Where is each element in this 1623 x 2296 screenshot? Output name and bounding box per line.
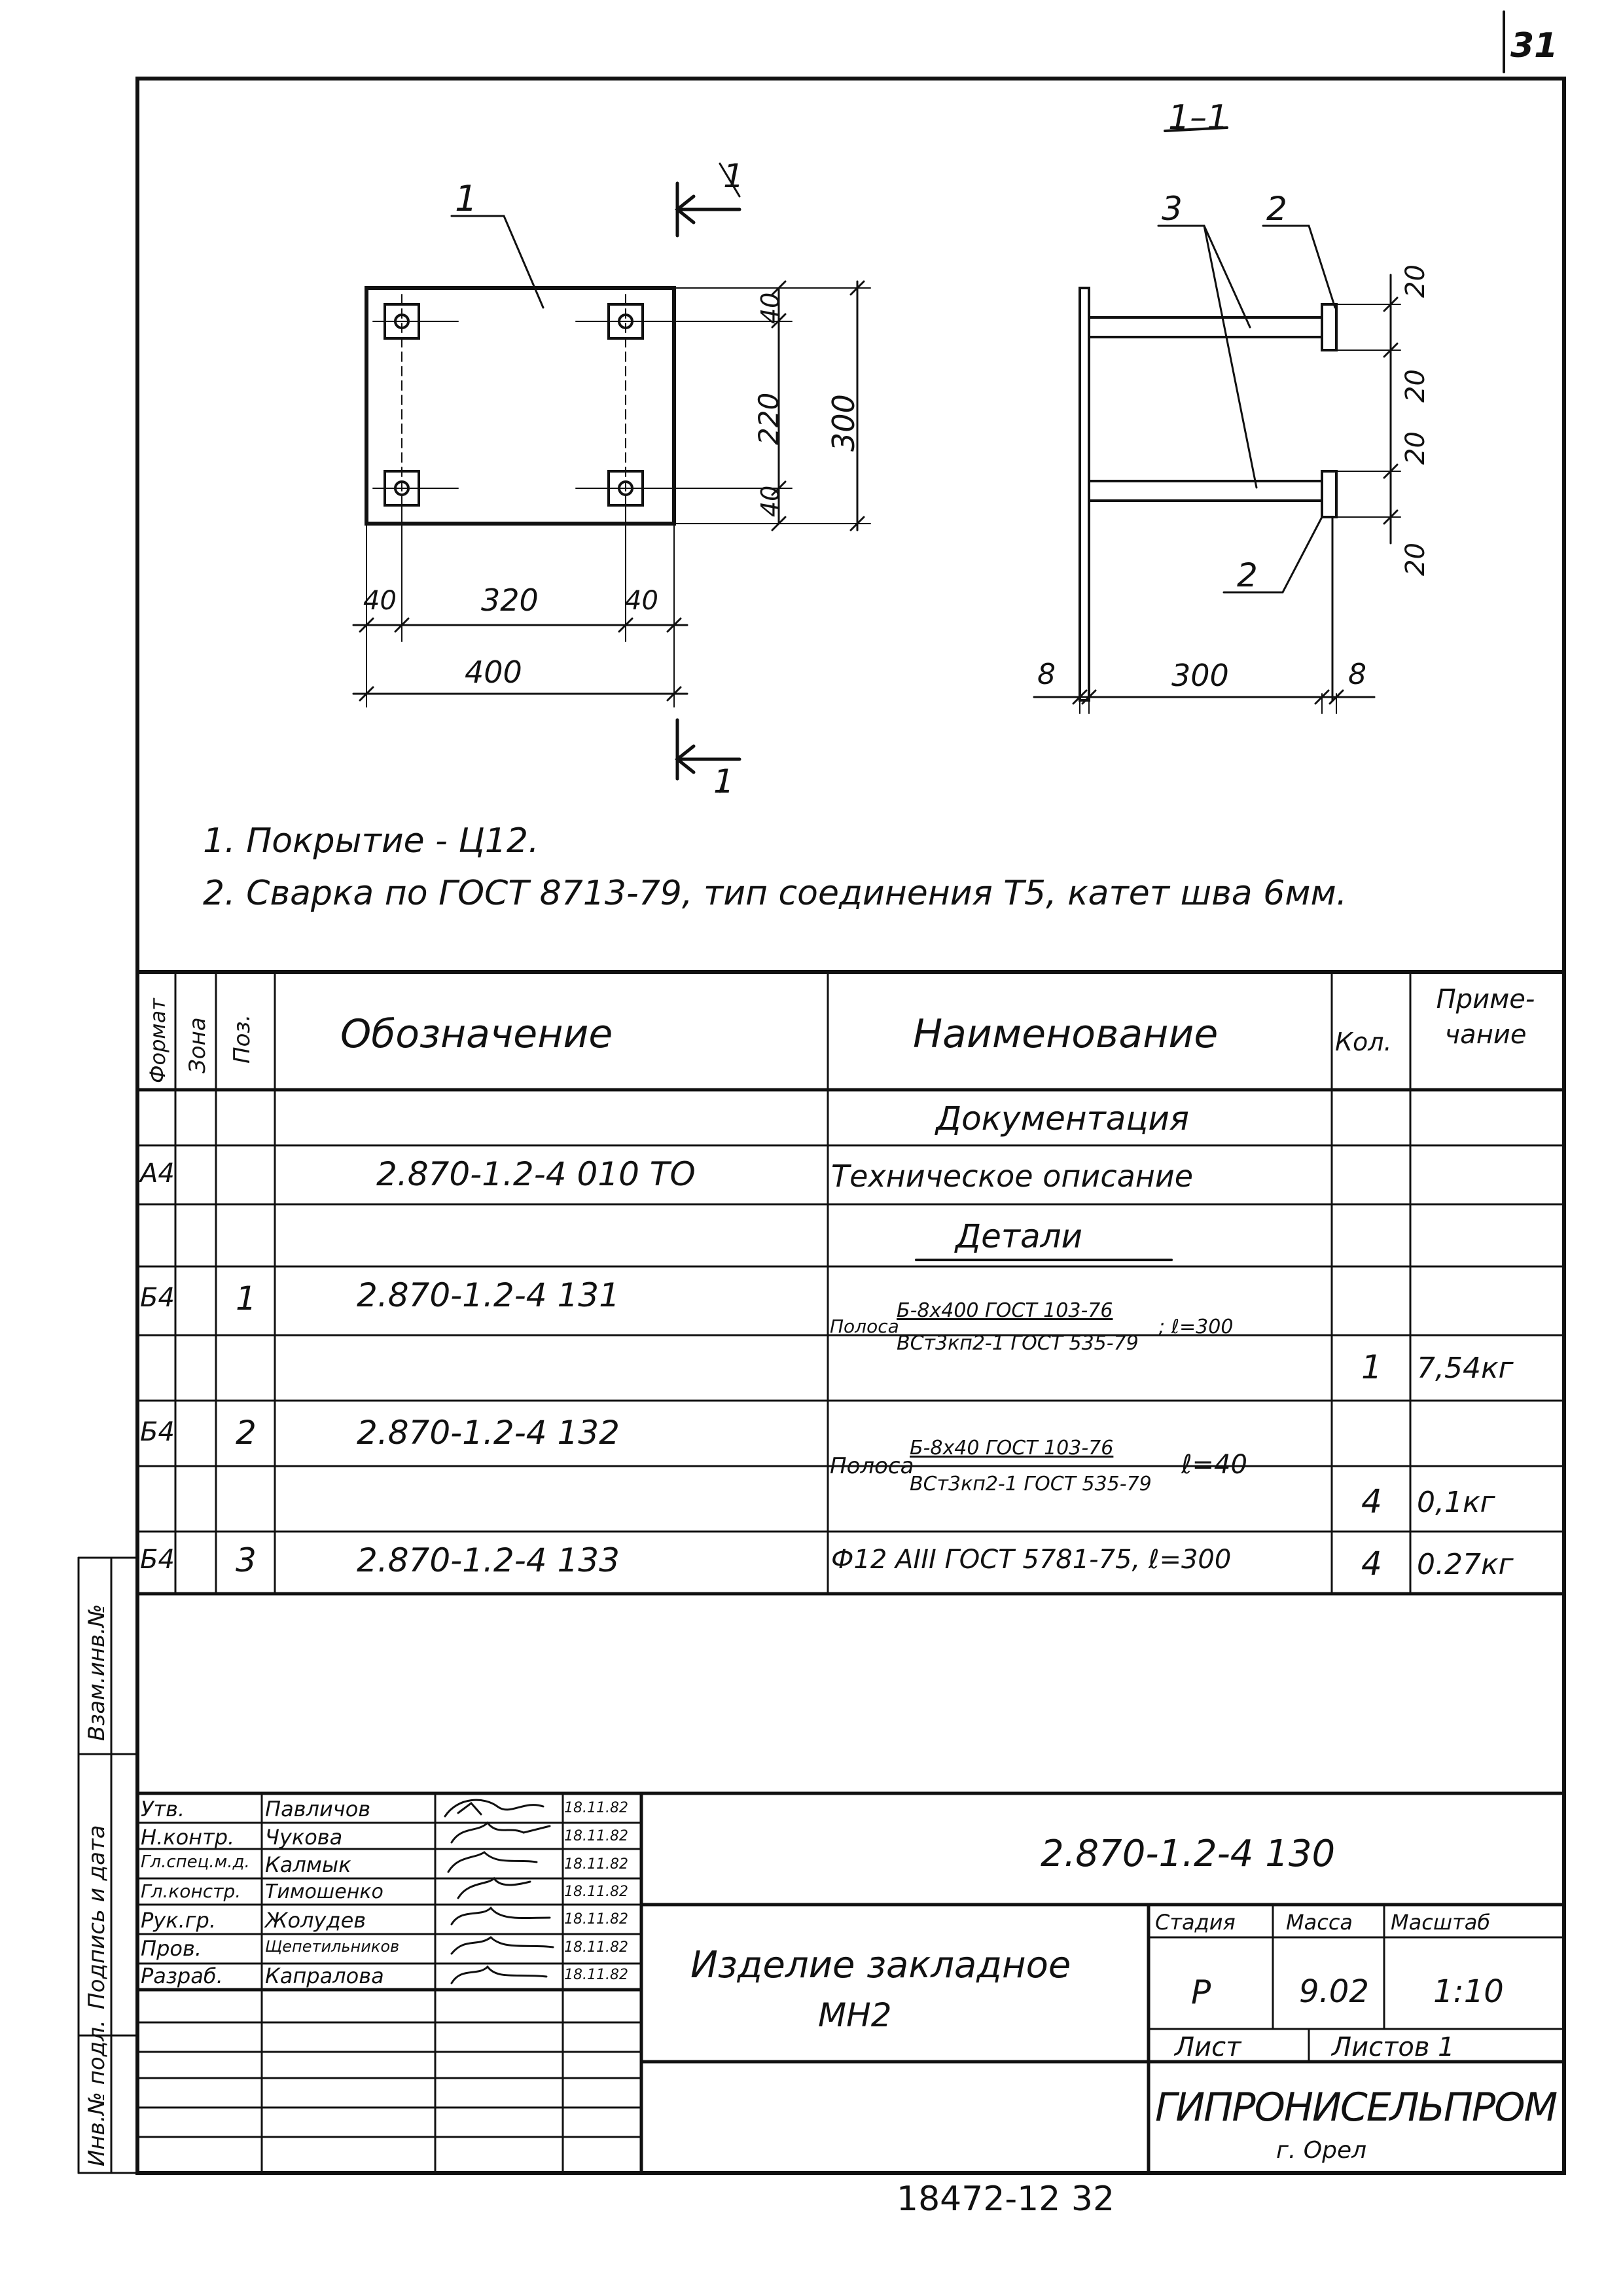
sig-role: Гл.констр.: [141, 1880, 241, 1902]
row1-format: Б4: [140, 1283, 175, 1313]
sig-name: Павличов: [265, 1797, 371, 1821]
plan-pos-label: 1: [455, 178, 478, 219]
sig-date: 18.11.82: [564, 1856, 628, 1873]
side-vzam: Взам.инв.№: [84, 1604, 110, 1741]
sig-name: Капралова: [265, 1964, 384, 1988]
header-pos: Поз.: [229, 1014, 255, 1064]
dim-40-left: 40: [363, 586, 397, 616]
row1-qty: 1: [1361, 1348, 1382, 1386]
section-docs: Документация: [936, 1100, 1189, 1138]
row2-name-suffix: ℓ=40: [1181, 1450, 1247, 1480]
row1-name-prefix: Полоса: [830, 1316, 899, 1337]
row3-name: Ф12 АIII ГОСТ 5781-75, ℓ=300: [831, 1545, 1232, 1575]
row2-format: Б4: [140, 1417, 175, 1447]
title-line-2: МН2: [818, 1996, 892, 2034]
header-format: Формат: [145, 998, 170, 1083]
dim-40-right: 40: [625, 586, 658, 616]
doc-row-name: Техническое описание: [831, 1158, 1194, 1194]
dim-300-section: 300: [1171, 658, 1229, 693]
header-designation: Обозначение: [340, 1011, 613, 1057]
row3-note: 0.27кг: [1417, 1548, 1514, 1581]
row2-name-top: Б-8х40 ГОСТ 103-76: [910, 1437, 1114, 1460]
org-city: г. Орел: [1276, 2137, 1367, 2164]
sig-role: Разраб.: [141, 1964, 223, 1988]
doc-row-designation: 2.870-1.2-4 010 ТО: [376, 1155, 696, 1193]
dim-220: 220: [753, 392, 785, 445]
header-qty: Кол.: [1335, 1028, 1392, 1056]
row2-qty: 4: [1361, 1482, 1382, 1520]
scale-value: 1:10: [1433, 1973, 1504, 2010]
dim-40-bottom: 40: [756, 485, 785, 517]
row3-qty: 4: [1361, 1545, 1382, 1583]
sig-date: 18.11.82: [564, 1911, 628, 1928]
page-number: 31: [1510, 26, 1558, 65]
row2-designation: 2.870-1.2-4 132: [357, 1414, 620, 1452]
row1-pos: 1: [236, 1280, 257, 1318]
row1-note: 7,54кг: [1417, 1352, 1514, 1385]
dim-20-d: 20: [1400, 543, 1431, 576]
row2-name-prefix: Полоса: [830, 1453, 914, 1479]
row1-designation: 2.870-1.2-4 131: [357, 1276, 620, 1314]
section-pos-2-top: 2: [1266, 190, 1287, 228]
sig-date: 18.11.82: [564, 1884, 628, 1900]
sig-name: Калмык: [265, 1852, 351, 1877]
dim-400: 400: [465, 655, 522, 690]
title-line-1: Изделие закладное: [690, 1944, 1071, 1986]
sig-role: Рук.гр.: [141, 1908, 217, 1933]
section-pos-2-bottom: 2: [1237, 556, 1258, 594]
sig-name: Жолудев: [265, 1908, 366, 1933]
mass-label: Масса: [1286, 1910, 1353, 1935]
cut-label-top: 1: [723, 157, 744, 195]
dim-20-b: 20: [1400, 369, 1431, 403]
cut-label-bottom: 1: [713, 762, 734, 800]
section-label: 1–1: [1168, 98, 1229, 137]
header-zone: Зона: [185, 1017, 211, 1073]
dim-8-left: 8: [1037, 658, 1056, 691]
row2-note: 0,1кг: [1417, 1486, 1495, 1519]
side-podp: Подпись и дата: [84, 1825, 110, 2009]
note-2: 2. Сварка по ГОСТ 8713-79, тип соединения Т5, катет шва 6мм.: [203, 874, 1347, 913]
sig-date: 18.11.82: [564, 1967, 628, 1983]
section-pos-3: 3: [1162, 190, 1183, 228]
row3-format: Б4: [140, 1545, 175, 1575]
row1-name-suffix: ; ℓ=300: [1158, 1316, 1234, 1338]
side-inv: Инв.№ подл.: [84, 2020, 110, 2166]
org-name: ГИПРОНИСЕЛЬПРОМ: [1155, 2085, 1557, 2130]
sig-name: Тимошенко: [265, 1880, 383, 1903]
header-note: Приме-чание: [1436, 984, 1535, 1050]
sig-date: 18.11.82: [564, 1800, 628, 1816]
sig-date: 18.11.82: [564, 1828, 628, 1844]
sheet-label: Лист: [1175, 2032, 1241, 2062]
row2-pos: 2: [236, 1414, 257, 1452]
sig-role: Утв.: [141, 1797, 185, 1821]
footer-number: 18472-12 32: [897, 2179, 1115, 2219]
dim-320: 320: [481, 583, 539, 618]
dim-20-a: 20: [1400, 264, 1431, 298]
row2-name-bottom: ВСт3кп2-1 ГОСТ 535-79: [910, 1473, 1152, 1496]
sig-role: Гл.спец.м.д.: [141, 1852, 250, 1872]
sheets-label: Листов 1: [1332, 2032, 1455, 2062]
header-name: Наименование: [913, 1011, 1219, 1057]
sig-name: Чукова: [265, 1825, 343, 1850]
dim-40-top: 40: [756, 292, 785, 324]
section-details: Детали: [955, 1217, 1083, 1255]
sig-role: Н.контр.: [141, 1825, 235, 1850]
stage-value: Р: [1191, 1973, 1211, 2011]
sig-role: Пров.: [141, 1936, 202, 1961]
row1-name-top: Б-8х400 ГОСТ 103-76: [897, 1299, 1113, 1322]
sig-name: Щепетильников: [265, 1937, 400, 1956]
row1-name-bottom: ВСт3кп2-1 ГОСТ 535-79: [897, 1332, 1139, 1355]
note-1: 1. Покрытие - Ц12.: [203, 821, 539, 861]
dim-300-plan: 300: [826, 394, 861, 452]
row3-designation: 2.870-1.2-4 133: [357, 1541, 620, 1579]
sig-date: 18.11.82: [564, 1939, 628, 1956]
doc-row-format: А4: [140, 1158, 175, 1189]
mass-value: 9.02: [1299, 1973, 1369, 2010]
stage-label: Стадия: [1155, 1910, 1236, 1935]
dim-8-right: 8: [1348, 658, 1366, 691]
row3-pos: 3: [236, 1541, 257, 1579]
scale-label: Масштаб: [1391, 1910, 1491, 1935]
dim-20-c: 20: [1400, 431, 1431, 465]
doc-number: 2.870-1.2-4 130: [1041, 1833, 1336, 1875]
